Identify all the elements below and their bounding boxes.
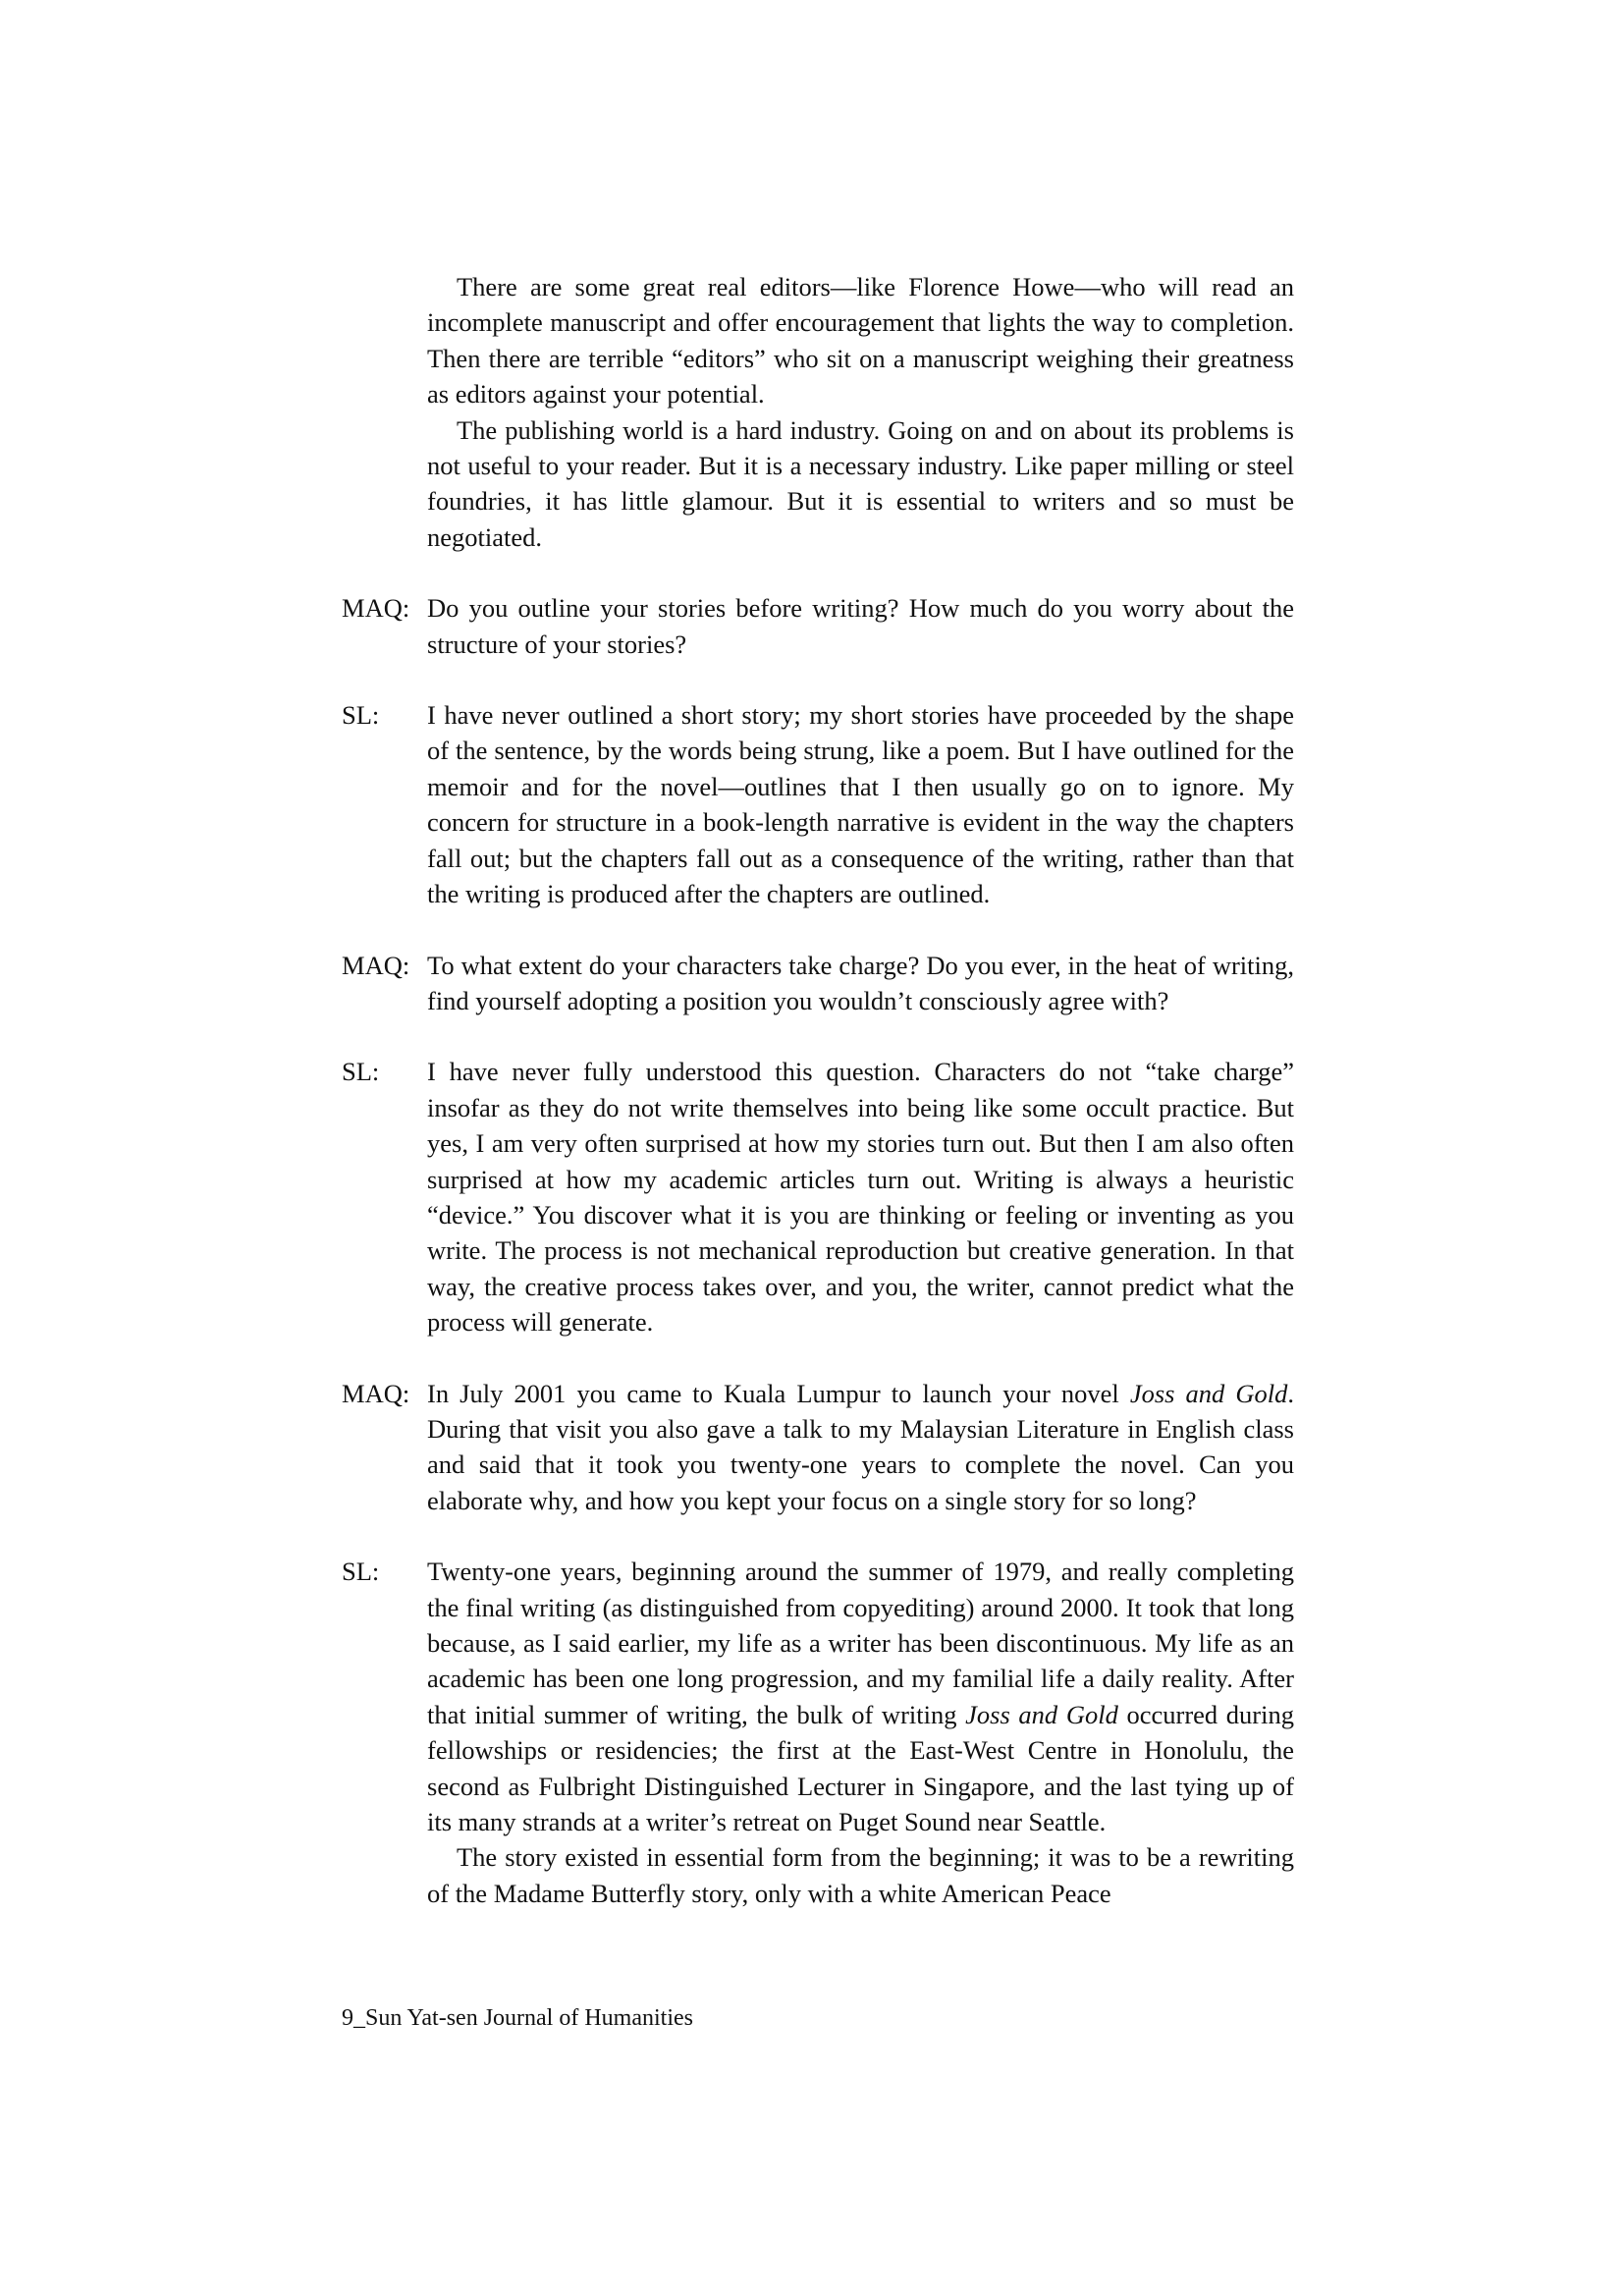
book-title: Joss and Gold (1129, 1378, 1288, 1408)
entry-content (427, 1376, 1294, 1519)
entry-content (427, 590, 1294, 662)
entry-content (427, 948, 1294, 1019)
entry-content (427, 697, 1294, 911)
speaker-label: SL: (342, 700, 380, 731)
continuation-paragraph: There are some great real editors—like Florence Howe—who will read an incomplete manuscript and offer encouragement that lights the way to completion. Then there are terrible “editors” who sit on a manuscript weighing their greatness as editors against your potential. (427, 272, 1294, 410)
interview-entry-question (342, 590, 1294, 662)
entry-paragraph: To what extent do your characters take charge? Do you ever, in the heat of writing, find yourself adopting a position you wouldn’t consciously agree with? (427, 950, 1294, 1015)
entry-paragraph: I have never outlined a short story; my short stories have proceeded by the shape of the sentence, by the words being strung, like a poem. But I have outlined for the memoir and for the novel—outlines that I then usually go on to ignore. My concern for structure in a book-length narrative is evident in the way the chapters fall out; but the chapters fall out as a consequence of the writing, rather than that the writing is produced after the chapters are outlined. (427, 700, 1294, 909)
entry-paragraph: Twenty-one years, beginning around the summer of 1979, and really completing the final writing (as distinguished from copyediting) around 2000. It took that long because, as I said earlier, my life as a writer has been discontinuous. My life as an academic has been one long progression, and my familial life a daily reality. After that initial summer of writing, the bulk of writing Joss and Gold occurred during fellowships or residencies; the first at the East-West Centre in Honolulu, the second as Fulbright Distinguished Lecturer in Singapore, and the last tying up of its many strands at a writer’s retreat on Puget Sound near Seattle. (427, 1557, 1294, 1837)
speaker-label: MAQ: (342, 593, 410, 624)
entry-paragraph: In July 2001 you came to Kuala Lumpur to launch your novel Joss and Gold. During that visit you also gave a talk to my Malaysian Literature in English class and said that it took you twenty-one years to complete the novel. Can you elaborate why, and how you kept your focus on a single story for so long? (427, 1378, 1295, 1515)
speaker-label: SL: (342, 1057, 380, 1087)
interview-entry-answer (342, 1554, 1294, 1911)
interview-entry-question (342, 948, 1294, 1019)
page-footer: 9_Sun Yat-sen Journal of Humanities (342, 2005, 693, 2031)
speaker-label: MAQ: (342, 1378, 410, 1408)
book-title: Joss and Gold (965, 1699, 1118, 1729)
speaker-label: MAQ: (342, 950, 410, 980)
entry-paragraph: Do you outline your stories before writing? How much do you worry about the structure of your stories? (427, 593, 1294, 659)
entry-content (427, 1054, 1294, 1339)
speaker-label: SL: (342, 1557, 380, 1587)
entry-content (427, 1554, 1294, 1911)
interview-entry-answer (342, 697, 1294, 911)
continuation-paragraph: The publishing world is a hard industry. Going on and on about its problems is not useful to your reader. But it is a necessary industry. Like paper milling or steel foundries, it has little glamour. But it is essential to writers and so must be negotiated. (427, 414, 1294, 552)
page-body (342, 269, 1294, 1911)
entry-paragraph: I have never fully understood this question. Characters do not “take charge” insofar as they do not write themselves into being like some occult practice. But yes, I am very often surprised at how my stories turn out. But then I am also often surprised at how my academic articles turn out. Writing is always a heuristic “device.” You discover what it is you are thinking or feeling or inventing as you write. The process is not mechanical reproduction but creative generation. In that way, the creative process takes over, and you, the writer, cannot predict what the process will generate. (427, 1057, 1294, 1338)
interview-entry-answer (342, 1054, 1294, 1339)
entry-paragraph: The story existed in essential form from the beginning; it was to be a rewriting of the Madame Butterfly story, only with a white American Peace (427, 1842, 1294, 1908)
interview-entry-question (342, 1376, 1294, 1519)
